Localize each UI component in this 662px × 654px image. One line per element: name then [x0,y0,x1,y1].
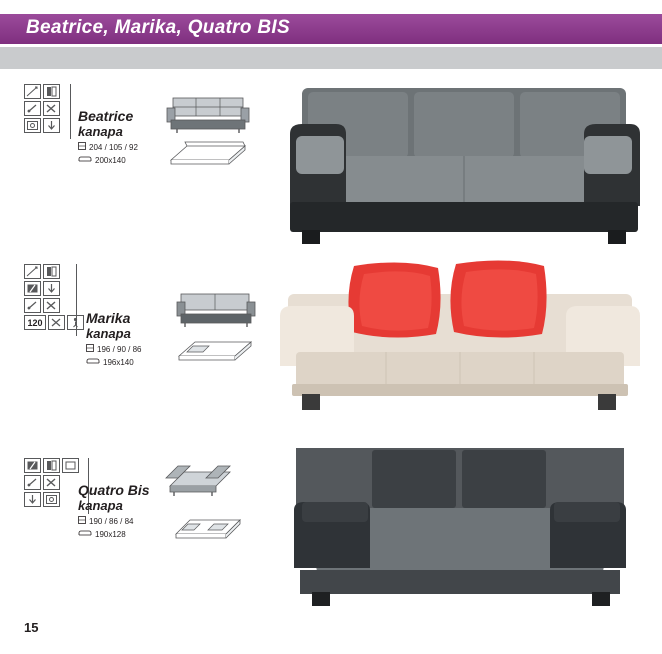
product-photo [286,440,634,616]
product-name-block [86,310,141,368]
wood-leg-icon [43,458,60,473]
ruler-icon [78,516,86,527]
sleeping-area-line [86,357,141,368]
product-subtitle: kanapa [78,124,123,139]
wood-leg-icon [43,84,60,99]
wood-leg-icon [43,264,60,279]
bed-icon [86,357,100,368]
product-row [0,258,662,433]
product-row [0,80,662,255]
machine-icon [43,492,60,507]
icon-matrix [24,84,60,133]
dimensions-value: 190 / 86 / 84 [89,517,134,526]
no-wash-icon [43,298,60,313]
box-icon [62,458,79,473]
ruler-icon [86,344,94,355]
cleaning-icon [24,281,41,296]
technical-drawing-bed [165,140,251,175]
box-icon [48,315,65,330]
ruler-icon [78,142,86,153]
divider [76,264,77,336]
product-subtitle: kanapa [86,326,131,341]
technical-drawing-bed [172,514,246,549]
cleaning-icon [24,475,41,490]
dimensions-line [78,142,138,153]
sleeping-area-value: 190x128 [95,530,126,539]
product-name: Marika [86,310,131,326]
fabric-icon [24,84,41,99]
weight-badge-icon [24,315,46,330]
arrow-down-icon [43,281,60,296]
sleeping-area-line [78,529,150,540]
product-photo [288,80,640,250]
product-name-block [78,108,138,166]
icon-matrix [24,458,79,507]
fabric-icon [24,264,41,279]
page-title: Beatrice, Marika, Quatro BIS [26,17,290,38]
grey-band [0,47,662,69]
product-row [0,440,662,620]
technical-drawing-bed [175,336,257,371]
cleaning-icon [24,101,41,116]
technical-drawing-sofa [160,464,240,511]
product-name-block [78,482,150,540]
product-subtitle: kanapa [78,498,123,513]
page-number: 15 [24,620,39,635]
weight-badge-value: 120 [27,318,43,328]
bed-icon [78,529,92,540]
icon-matrix [24,264,84,330]
dimensions-line [78,516,150,527]
no-wash-icon [43,475,60,490]
fabric-icon [24,458,41,473]
divider [70,84,71,139]
machine-icon [24,118,41,133]
bed-icon [78,155,92,166]
dimensions-line [86,344,141,355]
technical-drawing-sofa [165,94,251,141]
product-name: Quatro Bis [78,482,150,498]
no-wash-icon [43,101,60,116]
arrow-down-icon [24,492,41,507]
arrow-down-icon [43,118,60,133]
technical-drawing-sofa [175,290,257,335]
dimensions-value: 204 / 105 / 92 [89,143,138,152]
sleeping-area-value: 200x140 [95,156,126,165]
dimensions-value: 196 / 90 / 86 [97,345,142,354]
machine-icon [24,298,41,313]
product-name: Beatrice [78,108,134,124]
sleeping-area-value: 196x140 [103,358,134,367]
product-photo [276,254,644,422]
sleeping-area-line [78,155,138,166]
